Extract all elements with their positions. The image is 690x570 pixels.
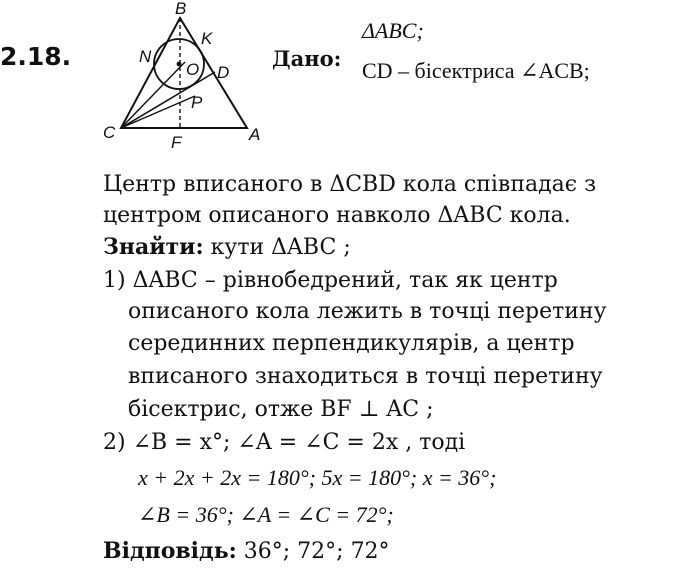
step2-line-2: x + 2x + 2x = 180°; 5x = 180°; x = 36°; xyxy=(138,465,497,490)
geometry-diagram xyxy=(95,0,270,150)
step1-line-5: бісектрис, отже BF ⊥ AC ; xyxy=(128,397,434,422)
condition-line-1: Центр вписаного в ΔCBD кола співпадає з xyxy=(103,172,597,197)
label-a: A xyxy=(249,125,261,144)
condition-line-2: центром описаного навколо ΔABC кола. xyxy=(103,203,571,228)
step1-line-4: вписаного знаходиться в точці перетину xyxy=(128,364,603,389)
step1-line-2: описаного кола лежить в точці перетину xyxy=(128,299,607,324)
find-line xyxy=(103,234,351,260)
step1-line-3: серединних перпендикулярів, а центр xyxy=(128,331,575,356)
label-f: F xyxy=(171,133,182,150)
step1-line-1: 1) ΔABC – рівнобедрений, так як центр xyxy=(103,268,558,293)
problem-number: 2.18. xyxy=(0,42,72,71)
answer-label: Відповідь: xyxy=(103,538,237,564)
given-label: Дано: xyxy=(272,46,342,71)
answer-values: 36°; 72°; 72° xyxy=(243,539,390,564)
label-n: N xyxy=(139,47,152,66)
step2-line-3: ∠B = 36°; ∠A = ∠C = 72°; xyxy=(138,502,394,527)
label-o: O xyxy=(186,60,200,79)
find-text: кути ΔABC ; xyxy=(210,235,351,260)
answer-line xyxy=(103,538,390,564)
label-p: P xyxy=(191,93,203,112)
given-line-2: CD – бісектриса ∠ACB; xyxy=(362,58,590,83)
label-k: K xyxy=(201,29,213,48)
find-label: Знайти: xyxy=(103,234,204,260)
center-o xyxy=(177,62,182,67)
label-c: C xyxy=(103,123,116,142)
given-line-1: ΔABC; xyxy=(362,18,424,43)
label-b: B xyxy=(175,0,187,18)
step2-line-1: 2) ∠B = x°; ∠A = ∠C = 2x , тоді xyxy=(103,430,466,455)
label-d: D xyxy=(217,63,230,82)
line-cp xyxy=(121,96,195,128)
